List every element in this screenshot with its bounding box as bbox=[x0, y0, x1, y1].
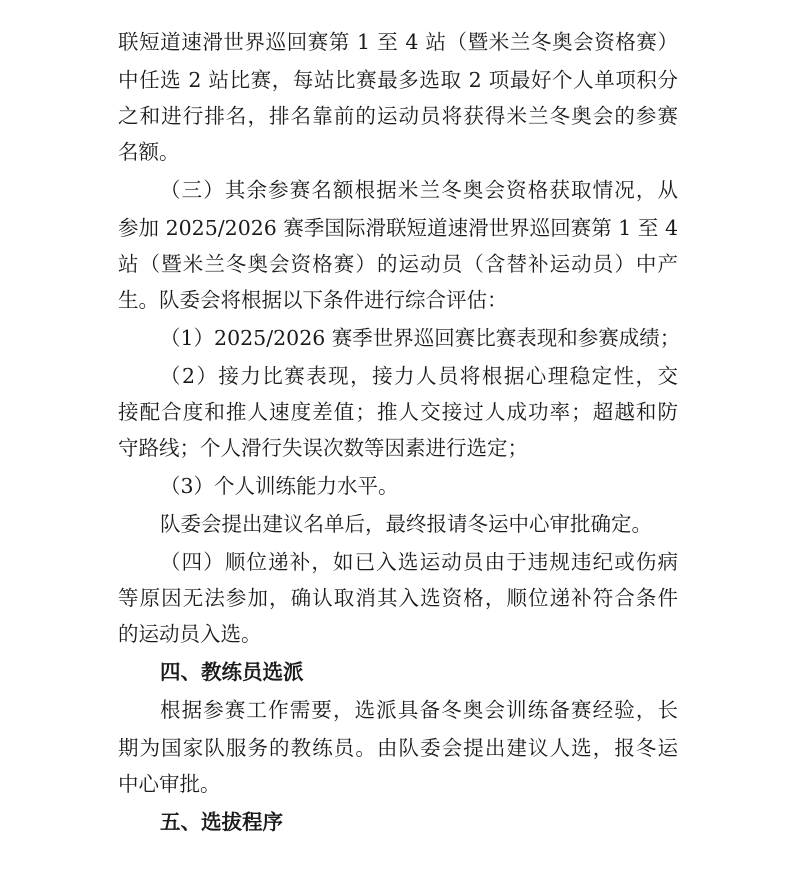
text-line: 中任选 2 站比赛，每站比赛最多选取 2 项最好个人单项积分 bbox=[118, 68, 678, 92]
text-line: 参加 2025/2026 赛季国际滑联短道速滑世界巡回赛第 1 至 4 bbox=[118, 216, 678, 240]
text-line: 联短道速滑世界巡回赛第 1 至 4 站（暨米兰冬奥会资格赛） bbox=[118, 30, 678, 54]
text-line: 生。队委会将根据以下条件进行综合评估： bbox=[118, 288, 508, 312]
text-line: 根据参赛工作需要，选派具备冬奥会训练备赛经验，长 bbox=[160, 698, 678, 722]
text-line: 的运动员入选。 bbox=[118, 622, 262, 646]
text-line: （三）其余参赛名额根据米兰冬奥会资格获取情况，从 bbox=[160, 178, 678, 202]
text-line: 站（暨米兰冬奥会资格赛）的运动员（含替补运动员）中产 bbox=[118, 252, 678, 276]
text-line: 队委会提出建议名单后，最终报请冬运中心审批确定。 bbox=[160, 512, 652, 536]
text-line: 期为国家队服务的教练员。由队委会提出建议人选，报冬运 bbox=[118, 736, 678, 760]
text-line: 守路线；个人滑行失误次数等因素进行选定； bbox=[118, 436, 528, 460]
text-line: 名额。 bbox=[118, 140, 180, 164]
section-heading: 四、教练员选派 bbox=[160, 660, 304, 684]
text-line: 中心审批。 bbox=[118, 772, 221, 796]
text-line: 等原因无法参加，确认取消其入选资格，顺位递补符合条件 bbox=[118, 586, 678, 610]
text-line: （四）顺位递补，如已入选运动员由于违规违纪或伤病 bbox=[160, 550, 678, 574]
list-item-3: （3）个人训练能力水平。 bbox=[160, 474, 399, 498]
list-item-2: （2）接力比赛表现，接力人员将根据心理稳定性，交 bbox=[160, 364, 678, 388]
list-item-1: （1）2025/2026 赛季世界巡回赛比赛表现和参赛成绩； bbox=[160, 326, 681, 350]
text-line: 接配合度和推人速度差值；推人交接过人成功率；超越和防 bbox=[118, 400, 678, 424]
text-line: 之和进行排名，排名靠前的运动员将获得米兰冬奥会的参赛 bbox=[118, 104, 678, 128]
section-heading: 五、选拔程序 bbox=[160, 810, 283, 834]
